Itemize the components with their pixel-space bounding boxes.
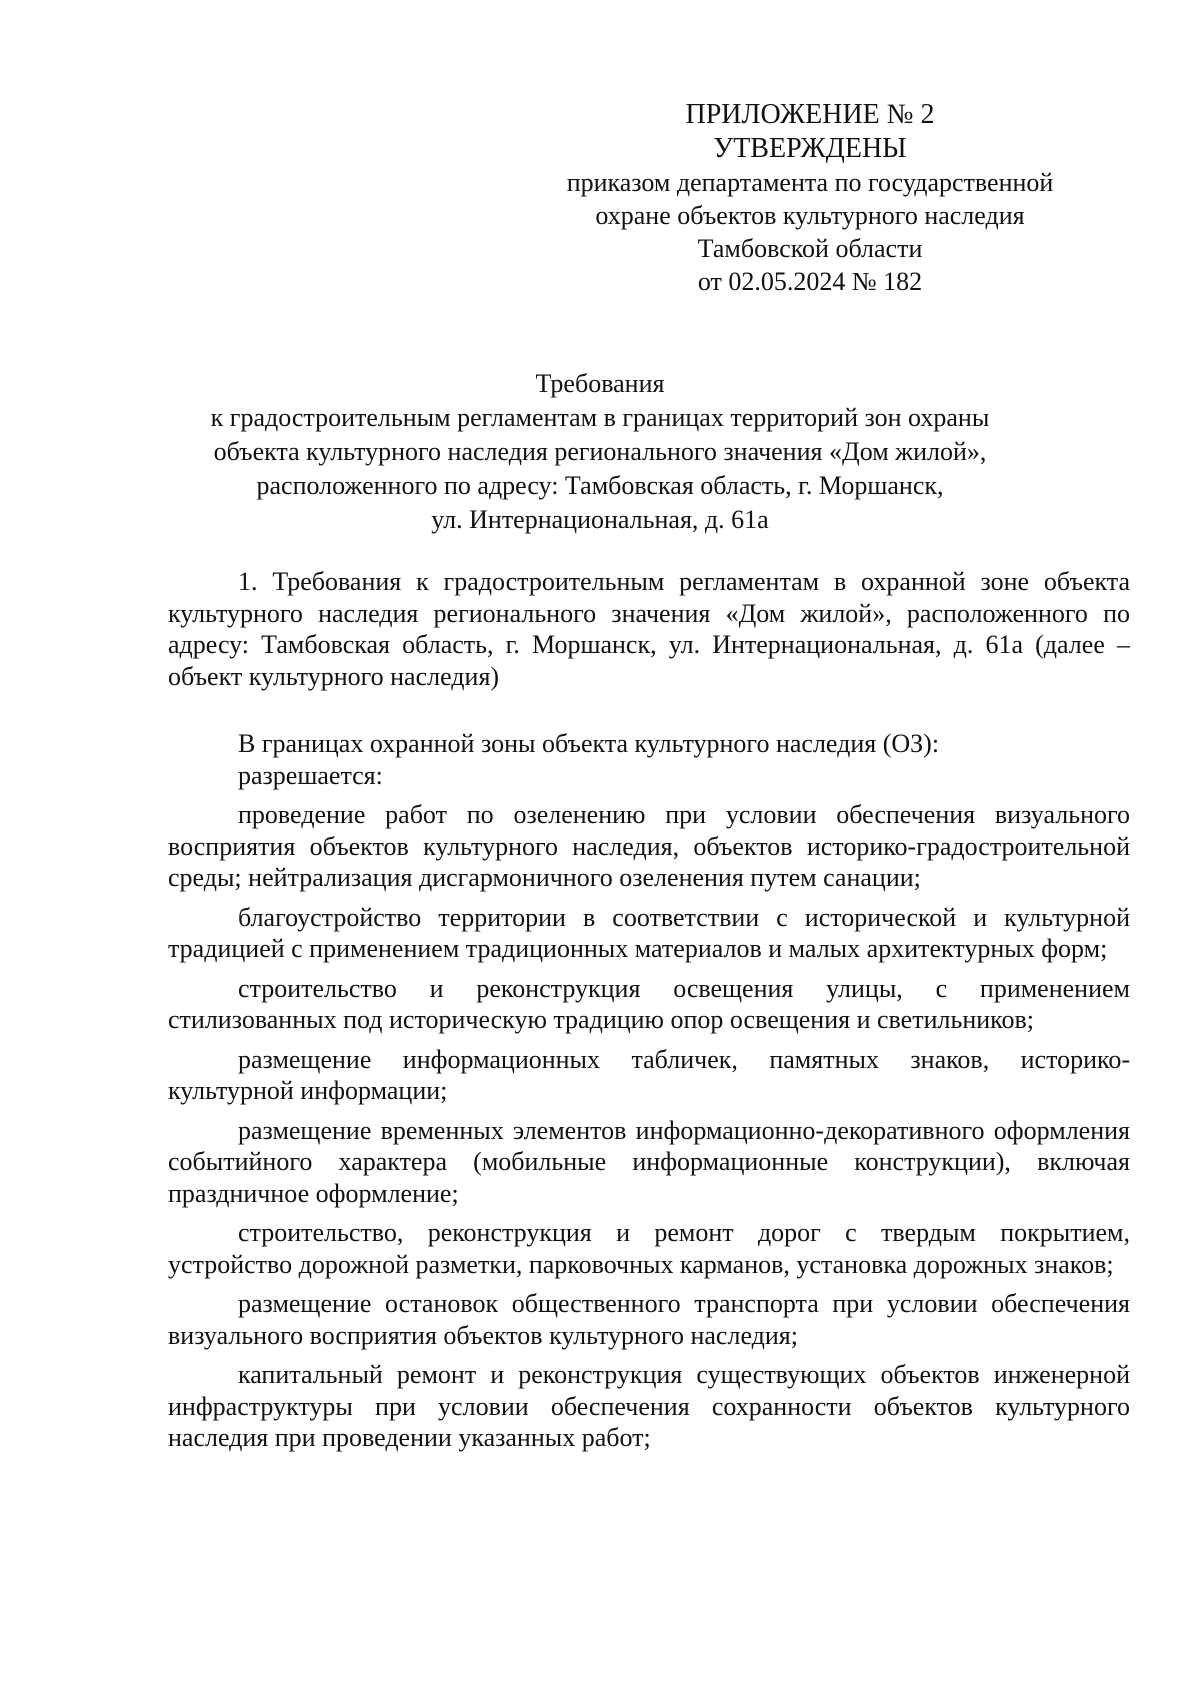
list-item: строительство, реконструкция и ремонт дорог с твердым покрытием, устройство дорожной разметки, парковочных карманов, установка дорожных знаков;: [168, 1218, 1130, 1279]
title-line-5: ул. Интернациональная, д. 61а: [431, 505, 769, 534]
list-item: размещение информационных табличек, памятных знаков, историко-культурной информации;: [168, 1044, 1130, 1105]
document-body: [168, 566, 1130, 1454]
allowed-label: разрешается:: [238, 760, 383, 790]
approved-label: УТВЕРЖДЕНЫ: [713, 133, 907, 164]
list-item: проведение работ по озеленению при условии обеспечения визуального восприятия объектов культурного наследия, объектов историко-градостроительной среды; нейтрализация дисгармоничного озеленения путем санации;: [168, 800, 1130, 892]
order-line-3: Тамбовской области: [697, 234, 923, 263]
list-item: капитальный ремонт и реконструкция существующих объектов инженерной инфраструктуры при условии обеспечения сохранности объектов культурного наследия при проведении указанных работ;: [168, 1360, 1130, 1452]
order-line-1: приказом департамента по государственной: [566, 168, 1054, 197]
list-item: строительство и реконструкция освещения улицы, с применением стилизованных под историческую традицию опор освещения и светильников;: [168, 973, 1130, 1034]
section-1-heading: 1. Требования к градостроительным регламентам в охранной зоне объекта культурного наследия регионального значения «Дом жилой», расположенного по адресу: Тамбовская область, г. Моршанск, ул. Интернациональная, д. 61а (далее – объект культурного наследия): [168, 567, 1130, 691]
title-line-2: к градостроительным регламентам в границах территорий зон охраны: [210, 403, 990, 432]
approval-stamp-block: [540, 98, 1080, 298]
zone-intro: В границах охранной зоны объекта культурного наследия (ОЗ):: [238, 729, 940, 758]
title-line-1: Требования: [535, 369, 665, 398]
list-item: размещение остановок общественного транспорта при условии обеспечения визуального восприятия объектов культурного наследия;: [168, 1289, 1130, 1350]
list-item: размещение временных элементов информационно-декоративного оформления событийного характера (мобильные информационные конструкции), включая праздничное оформление;: [168, 1115, 1130, 1208]
order-line-2: охране объектов культурного наследия: [595, 201, 1025, 230]
document-title: [150, 367, 1050, 537]
appendix-number: ПРИЛОЖЕНИЕ № 2: [685, 99, 935, 130]
title-line-4: расположенного по адресу: Тамбовская область, г. Моршанск,: [256, 471, 944, 500]
list-item: благоустройство территории в соответствии с исторической и культурной традицией с применением традиционных материалов и малых архитектурных форм;: [168, 902, 1130, 963]
title-line-3: объекта культурного наследия регионального значения «Дом жилой»,: [213, 437, 987, 466]
order-date-number: от 02.05.2024 № 182: [697, 267, 923, 296]
